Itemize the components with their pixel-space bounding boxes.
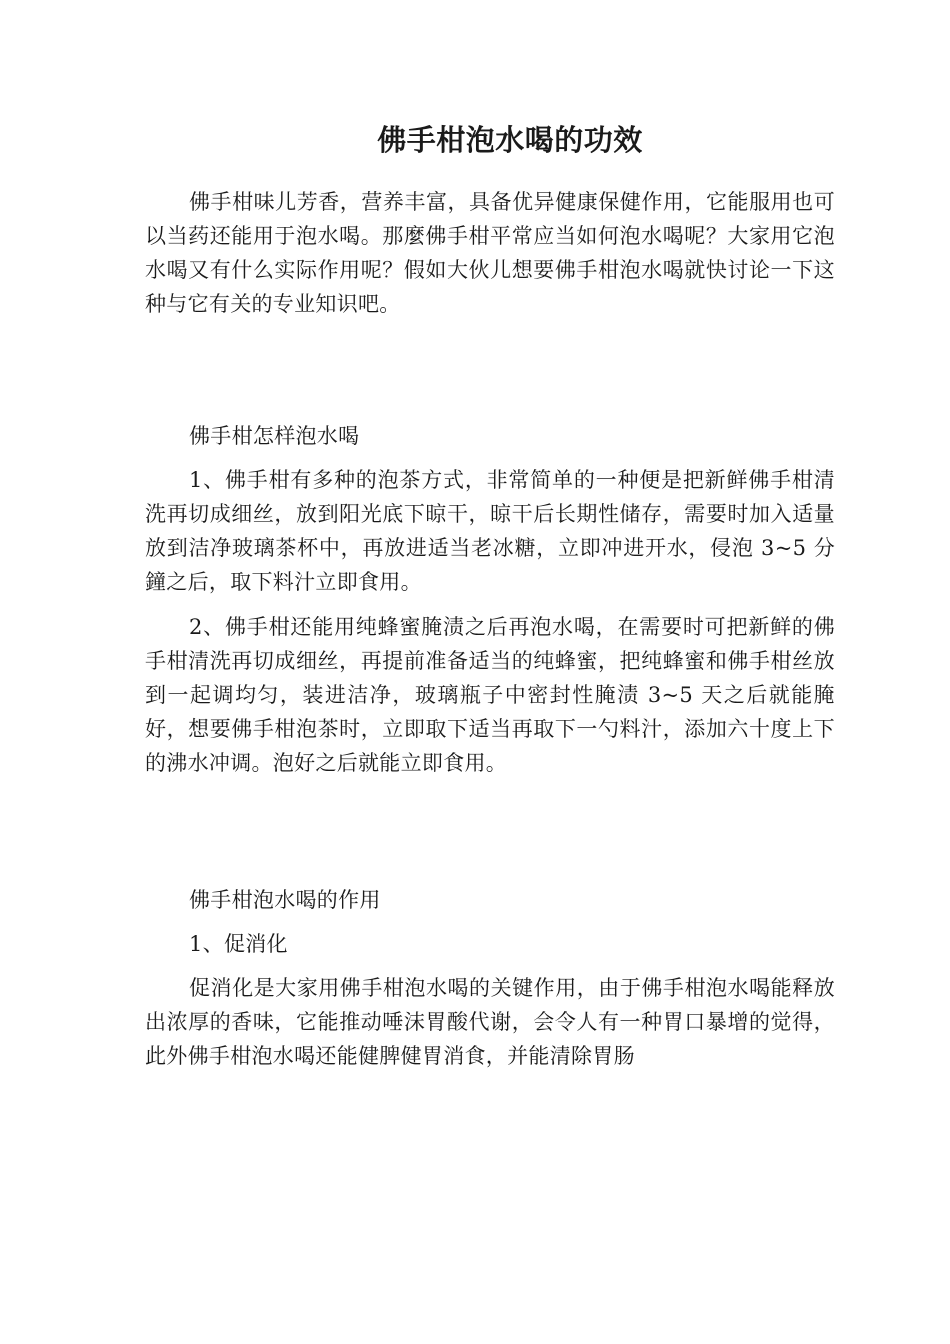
effect-subheading-1: 1、促消化 (189, 932, 288, 956)
how-item-2: 2、佛手柑还能用纯蜂蜜腌渍之后再泡水喝，在需要时可把新鲜的佛手柑清洗再切成细丝，再提前准备适当的纯蜂蜜，把纯蜂蜜和佛手柑丝放到一起调均匀，装进洁净，玻璃瓶子中密封性腌渍 3~5 天之后就能腌好，想要佛手柑泡茶时，立即取下适当再取下一勺料汁，添加六十度上下的沸水冲调。泡好之后就能立即食用。 (145, 615, 835, 775)
document-body (145, 185, 835, 1073)
effect-paragraph-1: 促消化是大家用佛手柑泡水喝的关键作用，由于佛手柑泡水喝能释放出浓厚的香味，它能推动唾沫胃酸代谢，会令人有一种胃口暴增的觉得，此外佛手柑泡水喝还能健脾健胃消食，并能清除胃肠 (145, 976, 835, 1068)
section-heading-how: 佛手柑怎样泡水喝 (189, 424, 360, 448)
document-title: 佛手柑泡水喝的功效 (377, 123, 643, 157)
intro-paragraph: 佛手柑味儿芳香，营养丰富，具备优异健康保健作用，它能服用也可以当药还能用于泡水喝。那麼佛手柑平常应当如何泡水喝呢？大家用它泡水喝又有什么实际作用呢？假如大伙儿想要佛手柑泡水喝就快讨论一下这种与它有关的专业知识吧。 (145, 190, 835, 316)
section-heading-effect: 佛手柑泡水喝的作用 (189, 888, 381, 912)
how-item-1: 1、佛手柑有多种的泡茶方式，非常简单的一种便是把新鲜佛手柑清洗再切成细丝，放到阳光底下晾干，晾干后长期性储存，需要时加入适量放到洁净玻璃茶杯中，再放进适当老冰糖，立即冲进开水，侵泡 3~5 分鐘之后，取下料汁立即食用。 (145, 468, 835, 594)
